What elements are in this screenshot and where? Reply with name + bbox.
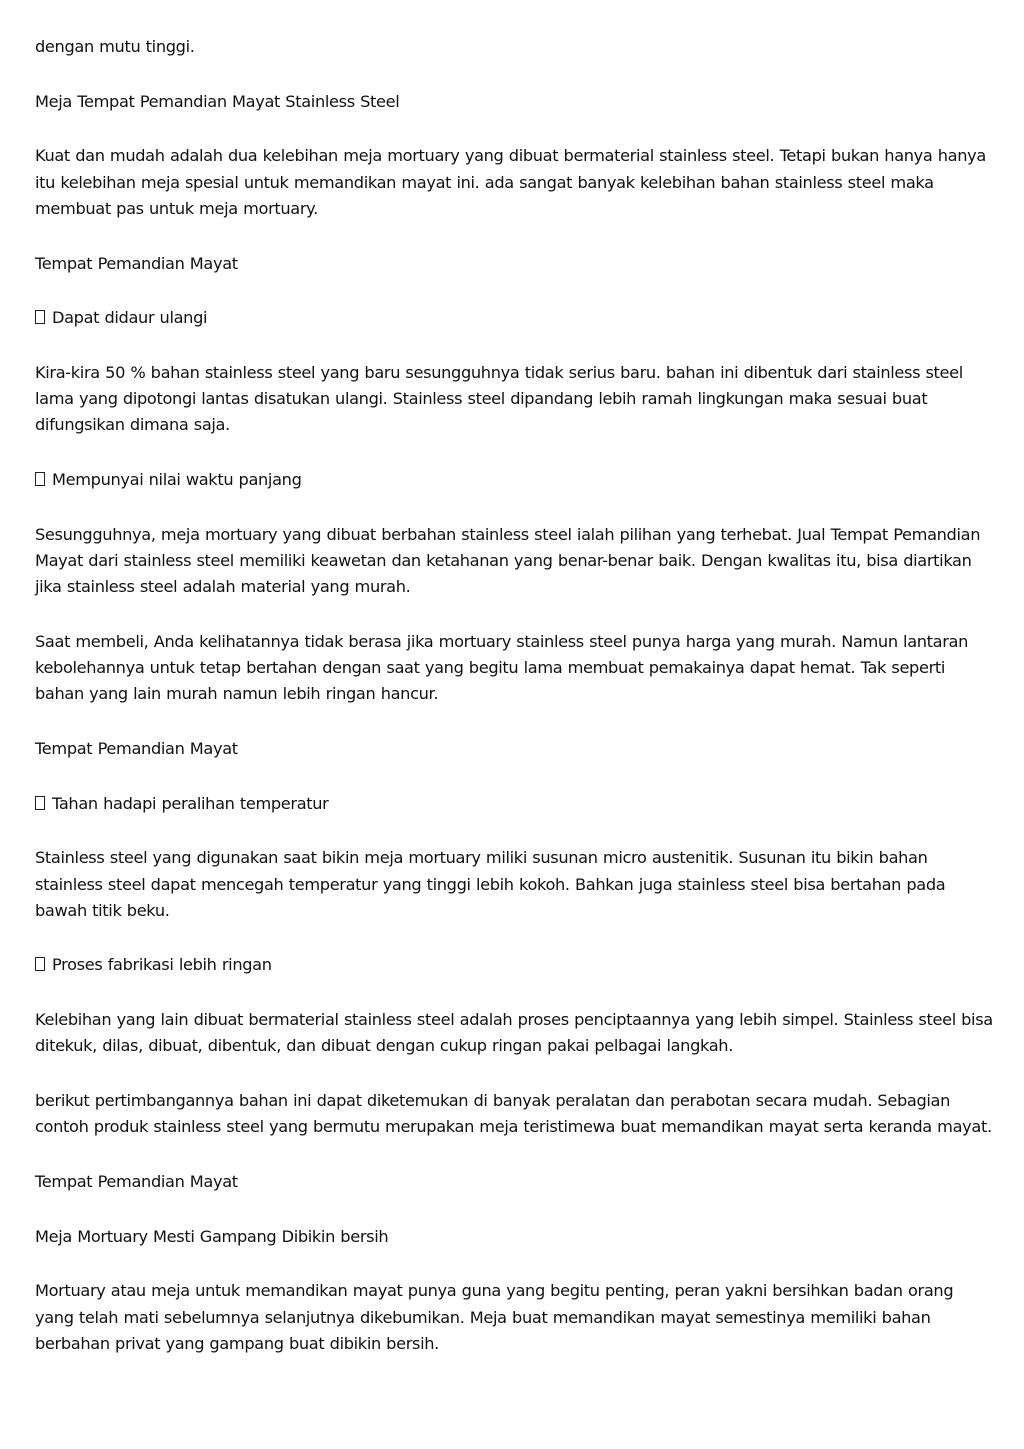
paragraph: Kelebihan yang lain dibuat bermaterial stainless steel adalah proses penciptaannya yang lebih simpel. Stainless steel bisa ditekuk, dilas, dibuat, dibentuk, dan dibuat dengan cukup ringan pakai pelbagai langkah. <box>35 1010 993 1056</box>
document-page <box>35 34 995 1386</box>
bullet-box-icon <box>35 796 45 810</box>
paragraph: Stainless steel yang digunakan saat bikin meja mortuary miliki susunan micro austenitik. Susunan itu bikin bahan stainless steel dapat mencegah temperatur yang tinggi lebih kokoh. Bahkan juga stainless steel bisa bertahan pada bawah titik beku. <box>35 848 946 920</box>
bullet-box-icon <box>35 472 45 486</box>
section-heading: Tempat Pemandian Mayat <box>35 253 238 273</box>
section-heading: Tempat Pemandian Mayat <box>35 738 238 758</box>
paragraph: dengan mutu tinggi. <box>35 37 195 56</box>
paragraph: Kuat dan mudah adalah dua kelebihan meja mortuary yang dibuat bermaterial stainless steel. Tetapi bukan hanya hanya itu kelebihan meja spesial untuk memandikan mayat ini. ada sangat banyak kelebihan bahan stainless steel maka membuat pas untuk meja mortuary. <box>35 146 986 218</box>
section-heading: Meja Tempat Pemandian Mayat Stainless Steel <box>35 91 400 111</box>
bullet-box-icon <box>35 310 45 324</box>
paragraph: Mortuary atau meja untuk memandikan mayat punya guna yang begitu penting, peran yakni bersihkan badan orang yang telah mati sebelumnya selanjutnya dikebumikan. Meja buat memandikan mayat semestinya memiliki bahan berbahan privat yang gampang buat dibikin bersih. <box>35 1281 954 1353</box>
section-heading: Meja Mortuary Mesti Gampang Dibikin bersih <box>35 1226 389 1246</box>
bullet-item-label: Tahan hadapi peralihan temperatur <box>52 793 329 813</box>
bullet-item-label: Proses fabrikasi lebih ringan <box>52 955 272 975</box>
bullet-item <box>35 791 995 817</box>
bullet-item-label: Mempunyai nilai waktu panjang <box>52 470 302 490</box>
bullet-item <box>35 952 995 978</box>
bullet-box-icon <box>35 957 45 971</box>
paragraph: Sesungguhnya, meja mortuary yang dibuat berbahan stainless steel ialah pilihan yang terhebat. Jual Tempat Pemandian Mayat dari stainless steel memiliki keawetan dan ketahanan yang benar-benar baik. Dengan kwalitas itu, bisa diartikan jika stainless steel adalah material yang murah. <box>35 524 981 597</box>
paragraph: Saat membeli, Anda kelihatannya tidak berasa jika mortuary stainless steel punya harga yang murah. Namun lantaran kebolehannya untuk tetap bertahan dengan saat yang begitu lama membuat pemakainya dapat hemat. Tak seperti bahan yang lain murah namun lebih ringan hancur. <box>35 631 969 704</box>
section-heading: Tempat Pemandian Mayat <box>35 1171 238 1191</box>
paragraph: Kira-kira 50 % bahan stainless steel yang baru sesungguhnya tidak serius baru. bahan ini dibentuk dari stainless steel lama yang dipotongi lantas disatukan ulangi. Stainless steel dipandang lebih ramah lingkungan maka sesuai buat difungsikan dimana saja. <box>35 362 963 435</box>
bullet-item <box>35 305 995 331</box>
paragraph: berikut pertimbangannya bahan ini dapat diketemukan di banyak peralatan dan perabotan secara mudah. Sebagian contoh produk stainless steel yang bermutu merupakan meja teristimewa buat memandikan mayat serta keranda mayat. <box>35 1091 992 1137</box>
bullet-item <box>35 467 995 493</box>
bullet-item-label: Dapat didaur ulangi <box>52 308 208 328</box>
